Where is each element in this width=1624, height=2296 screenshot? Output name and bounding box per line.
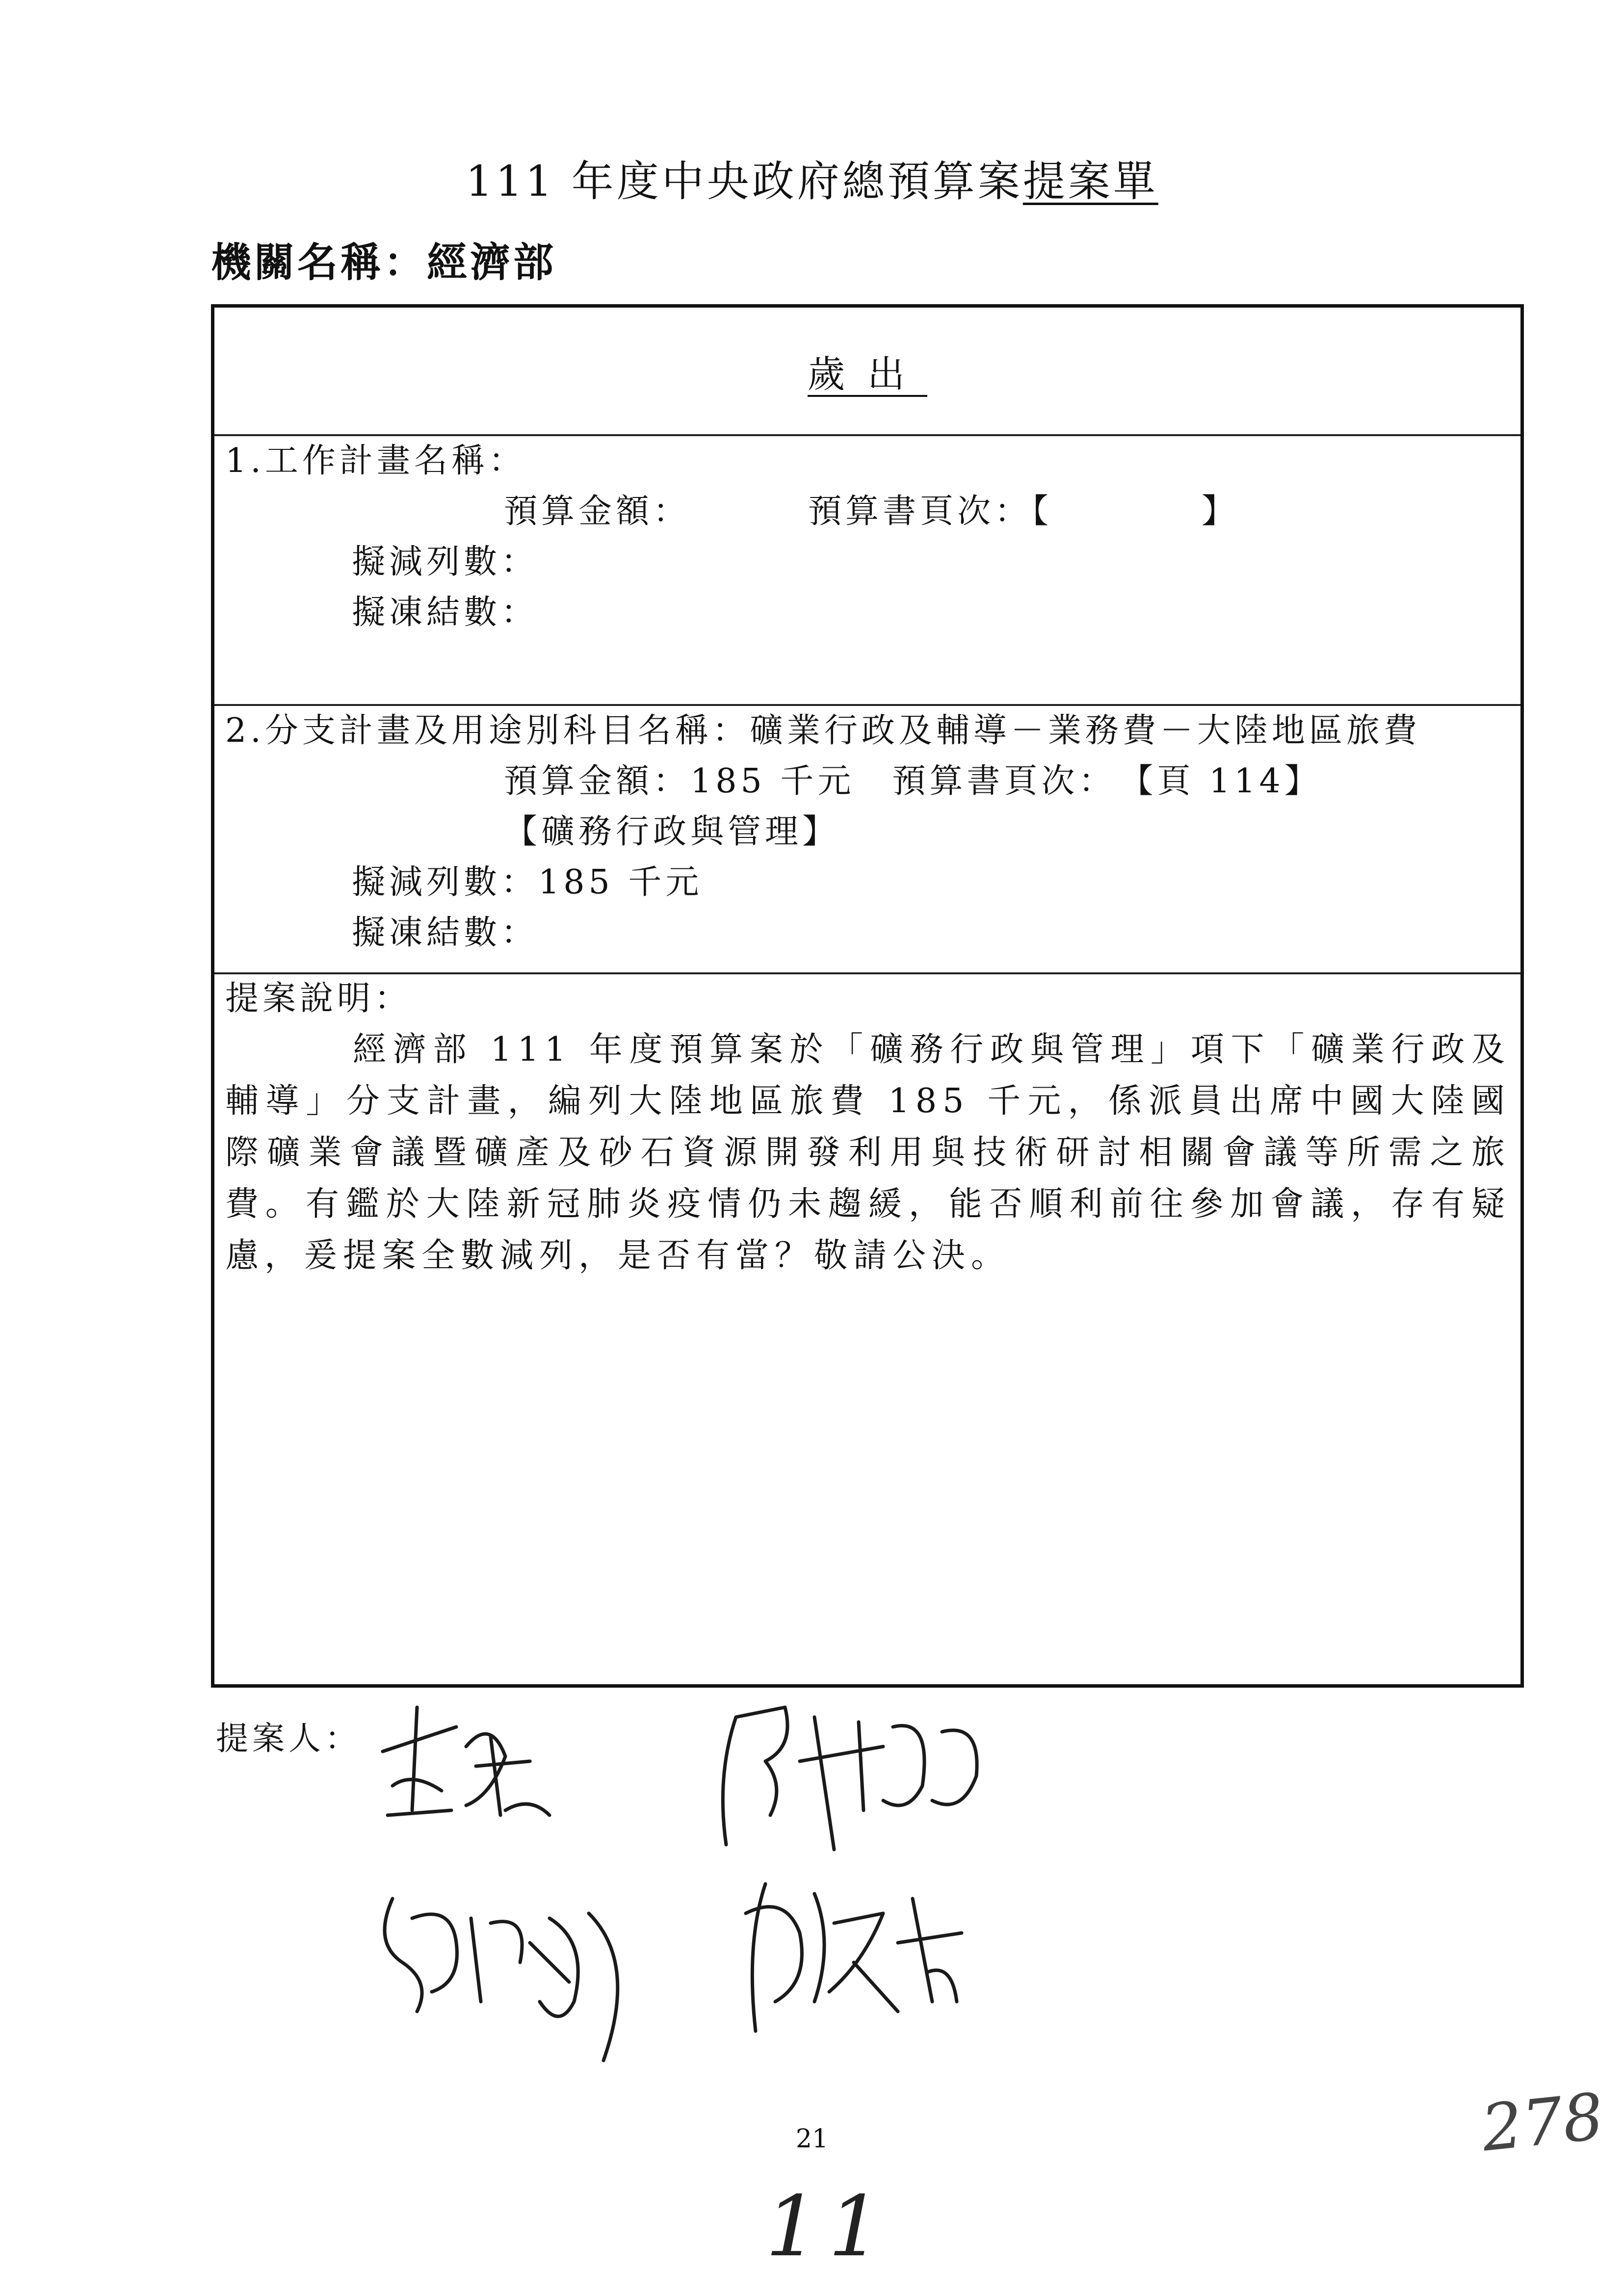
signatures-image <box>343 1688 1079 2070</box>
title-text: 111 年度中央政府總預算案 <box>466 157 1023 206</box>
section2-program: 【礦務行政與管理】 <box>504 812 840 851</box>
section1-name: 1.工作計畫名稱： <box>225 442 526 480</box>
proposal-form-table <box>211 304 1524 1688</box>
section2-proposed-cut: 擬減列數：185 千元 <box>352 863 703 902</box>
section2-name: 2.分支計畫及用途別科目名稱：礦業行政及輔導－業務費－大陸地區旅費 <box>225 711 1421 750</box>
document-title <box>0 147 1624 208</box>
section1-budget-page: 預算書頁次：【 】 <box>808 492 1239 531</box>
agency-name: 機關名稱：經濟部 <box>211 239 557 286</box>
divider-section2 <box>214 972 1520 974</box>
table-header <box>214 308 1520 434</box>
divider-section1 <box>214 704 1520 706</box>
section2-budget-line: 預算金額：185 千元 預算書頁次： 【頁 114】 <box>504 762 1322 801</box>
title-underlined-text: 提案單 <box>1022 157 1158 206</box>
section1-proposed-cut: 擬減列數： <box>352 543 539 581</box>
explanation-label: 提案說明： <box>225 979 412 1018</box>
section1-proposed-freeze: 擬凍結數： <box>352 593 539 632</box>
divider-header <box>214 434 1520 436</box>
handwritten-number: 11 <box>765 2178 891 2275</box>
page-number: 21 <box>795 2124 829 2154</box>
proposer-label: 提案人： <box>216 1720 361 1757</box>
explanation-body: 經濟部 111 年度預算案於「礦務行政與管理」項下「礦業行政及輔導」分支計畫，編列大陸地區旅費 185 千元，係派員出席中國大陸國際礦業會議暨礦產及砂石資源開發利用與技術研討相關會議等所需之旅費。有鑑於大陸新冠肺炎疫情仍未趨緩，能否順利前往參加會議，存有疑慮，爰提案全數減列，是否有當？敬請公決。 <box>225 1030 1511 1275</box>
header-label: 歲出 <box>808 352 927 396</box>
section1-budget-amount: 預算金額： <box>504 492 691 531</box>
handwritten-corner-number: 278 <box>1478 2079 1607 2166</box>
section2-proposed-freeze: 擬凍結數： <box>352 913 539 952</box>
